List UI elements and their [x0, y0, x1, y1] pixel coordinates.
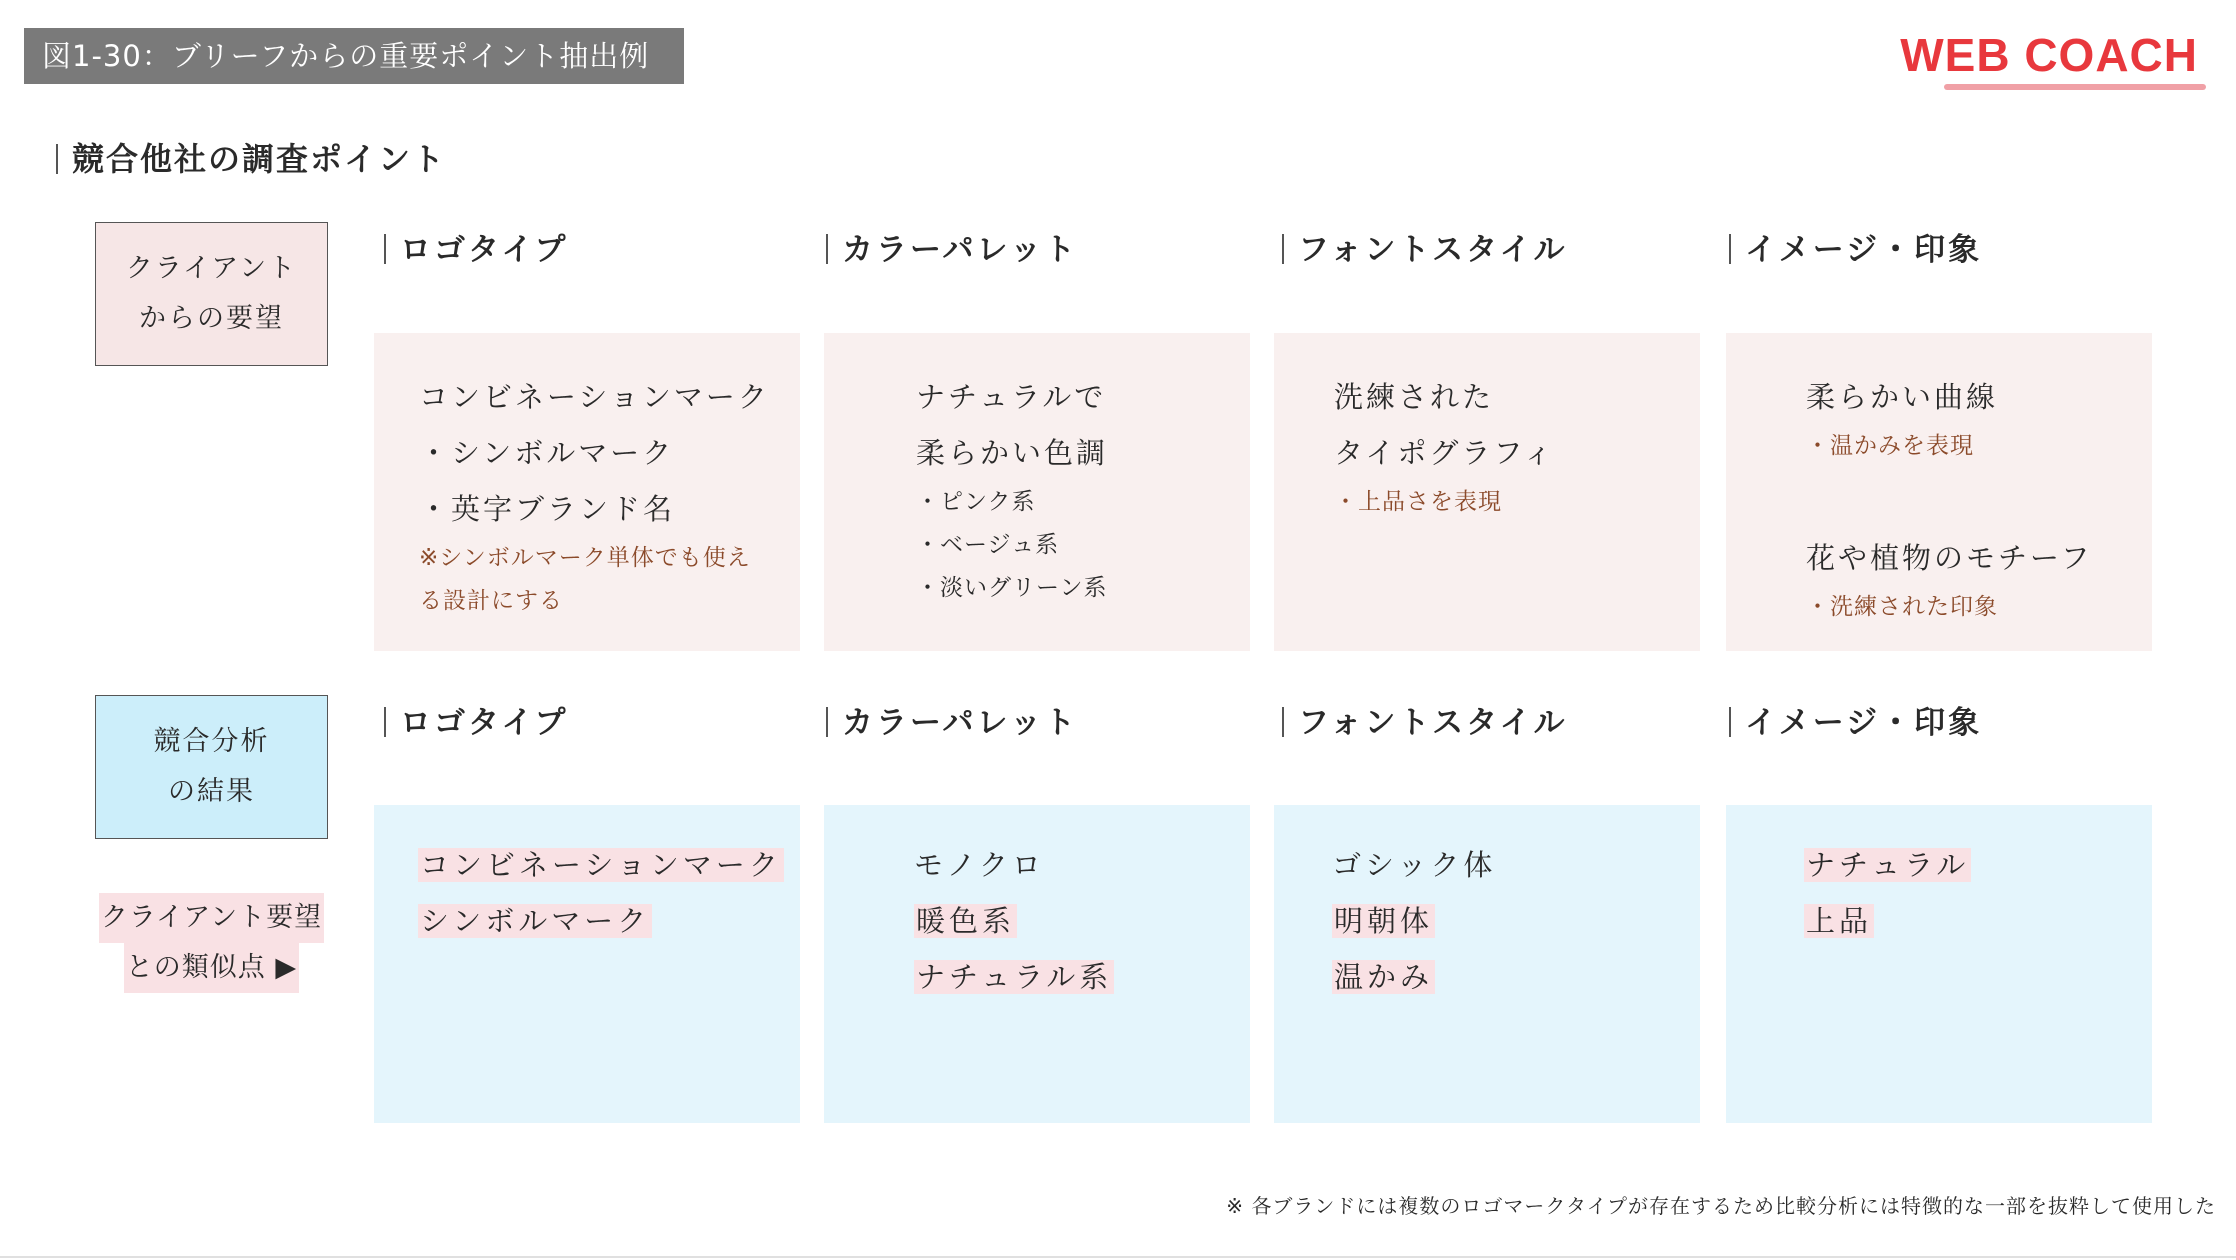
similarity-line1: クライアント要望	[99, 893, 324, 943]
request-card-logotype	[374, 333, 800, 651]
request-card-font	[1274, 333, 1700, 651]
request-card-image	[1726, 333, 2152, 651]
figure-label: 図1-30：ブリーフからの重要ポイント抽出例	[24, 28, 684, 84]
request-label-line1: クライアント	[125, 253, 298, 284]
result-image-item: ナチュラル	[1806, 848, 1970, 882]
result-label-line2: の結果	[168, 776, 255, 807]
request-image-item: 柔らかい曲線	[1806, 380, 1999, 414]
request-font-item: 洗練された	[1334, 380, 1495, 414]
result-row-label	[95, 695, 328, 839]
request-logotype-note: ※シンボルマーク単体でも使え	[419, 545, 751, 571]
result-logotype-item: シンボルマーク	[420, 904, 651, 938]
title-bar	[56, 144, 58, 174]
header-palette: カラーパレット	[826, 224, 1078, 269]
result-font-item: 明朝体	[1334, 904, 1434, 938]
request-font-note: ・上品さを表現	[1334, 489, 1502, 515]
request-row-label	[95, 222, 328, 366]
similarity-label	[95, 893, 328, 993]
result-card-image	[1726, 805, 2152, 1123]
request-image-item: 花や植物のモチーフ	[1806, 541, 2093, 575]
logo-underline	[1944, 84, 2206, 90]
request-palette-sub: ・淡いグリーン系	[916, 575, 1108, 601]
request-image-note: ・温かみを表現	[1806, 433, 1974, 459]
result-font-item: 温かみ	[1334, 960, 1434, 994]
header-logotype: ロゴタイプ	[384, 224, 568, 269]
header-image: イメージ・印象	[1729, 224, 1982, 269]
request-font-item: タイポグラフィ	[1334, 436, 1556, 470]
request-logotype-item: コンビネーションマーク	[419, 380, 770, 414]
header-font: フォントスタイル	[1282, 697, 1568, 742]
result-palette-item: モノクロ	[914, 848, 1045, 882]
header-palette: カラーパレット	[826, 697, 1078, 742]
header-font: フォントスタイル	[1282, 224, 1568, 269]
section-title	[56, 134, 446, 180]
result-card-palette	[824, 805, 1250, 1123]
request-logotype-item: ・シンボルマーク	[419, 436, 675, 470]
result-image-item: 上品	[1806, 904, 1873, 938]
result-palette-item: ナチュラル系	[916, 960, 1113, 994]
request-palette-sub: ・ベージュ系	[916, 532, 1060, 558]
result-font-item: ゴシック体	[1332, 848, 1497, 882]
request-logotype-item: ・英字ブランド名	[419, 492, 676, 526]
result-card-logotype	[374, 805, 800, 1123]
request-label-line2: からの要望	[139, 303, 284, 334]
request-logotype-note: る設計にする	[419, 588, 563, 614]
request-image-note: ・洗練された印象	[1806, 594, 1998, 620]
request-palette-item: ナチュラルで	[916, 380, 1107, 414]
header-logotype: ロゴタイプ	[384, 697, 568, 742]
result-palette-item: 暖色系	[916, 904, 1016, 938]
result-label-line1: 競合分析	[153, 726, 270, 757]
result-logotype-item: コンビネーションマーク	[420, 848, 782, 882]
footnote: ※ 各ブランドには複数のロゴマークタイプが存在するため比較分析には特徴的な一部を抜粋して使用した	[1226, 1194, 2216, 1218]
similarity-line2: との類似点 ▶	[124, 943, 299, 993]
web-coach-logo	[1900, 26, 2206, 96]
request-palette-sub: ・ピンク系	[916, 489, 1036, 515]
header-image: イメージ・印象	[1729, 697, 1982, 742]
logo-text: WEB COACH	[1900, 29, 2198, 81]
request-card-palette	[824, 333, 1250, 651]
result-card-font	[1274, 805, 1700, 1123]
request-palette-item: 柔らかい色調	[916, 436, 1109, 470]
bottom-divider	[0, 1256, 2236, 1258]
section-title-text: 競合他社の調査ポイント	[72, 140, 447, 178]
